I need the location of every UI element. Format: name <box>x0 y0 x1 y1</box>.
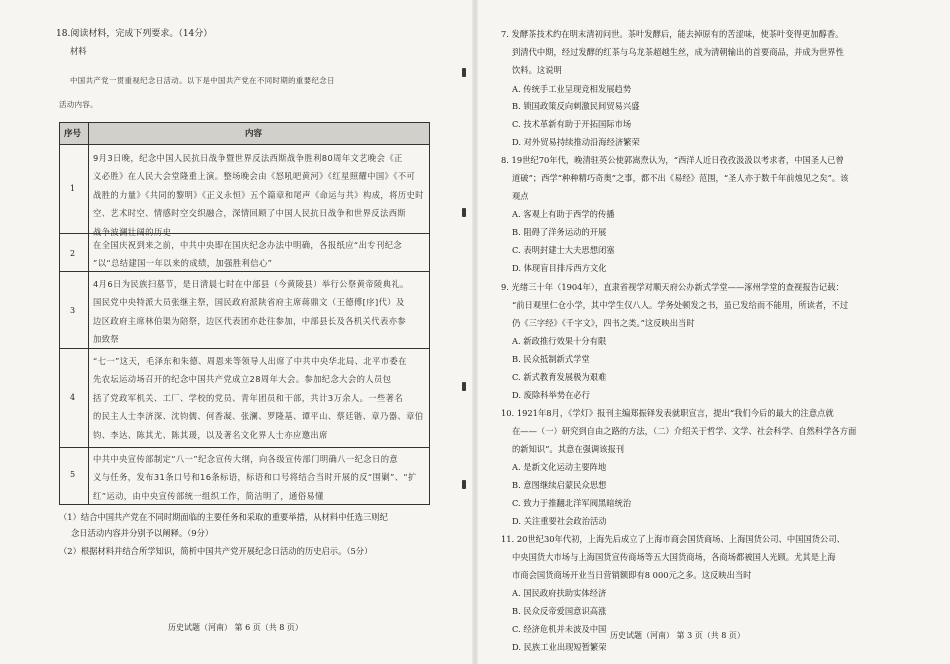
binding-hole <box>462 480 466 489</box>
row-number: 1 <box>70 184 76 193</box>
q18-title: 18.阅读材料，完成下列要求。（14分） <box>56 29 213 39</box>
q10-stem-line2: 在——（一）研究到自由之路的方法，（二）介绍关于哲学、文学、社会科学、自然科学各方面 <box>512 426 857 436</box>
table-row-1-content: 9月3日晚，纪念中国人民抗日战争暨世界反法西斯战争胜利80周年文艺晚会《正 义必胜》在人民大会堂隆重上演。整场晚会由《怒吼吧黄河》《红星照耀中国》《不可 战胜的力量》《共同的黎明》《正义永恒》五个篇章和尾声《命运与共》构成，将历史时 空、艺术时空、情感时空交织融合，深情回顾了中国人民抗日战争和世界反法西斯 战争波澜壮阔的历史 <box>93 153 424 237</box>
row-divider <box>60 447 429 448</box>
q8-stem-line3: 观点 <box>512 191 529 201</box>
q10-option-c: C. 致力于推翻北洋军阀黑暗统治 <box>512 498 632 508</box>
q8-option-c: C. 表明封建士大夫思想闭塞 <box>512 245 615 255</box>
q9-stem-line1: 9. 光绪三十年（1904年），直隶省视学对顺天府公办新式学堂——涿州学堂的查视报告记载： <box>501 282 844 292</box>
q8-stem-line2: 道破”；西学“种种精巧奇奥”之事，都不出《易经》范围，“圣人亦于数千年前烛见之矣”。该 <box>512 173 849 183</box>
q8-option-b: B. 阻碍了洋务运动的开展 <box>512 227 607 237</box>
q10-stem-line3: 的新知识”。其意在强调该报刊 <box>512 444 625 454</box>
row-number: 3 <box>70 306 76 315</box>
q11-stem-line1: 11. 20世纪30年代初，上海先后成立了上海市商会国货商场、上海国货公司、中国国货公司、 <box>501 534 845 544</box>
row-number: 2 <box>70 249 76 258</box>
q9-option-d: D. 废除科举势在必行 <box>512 390 591 400</box>
q9-stem-line2: “前日观里仁仓小学，其中学生仅八人。学务处顿发之书，虽已发给而不能用，所读者，不过 <box>512 300 849 310</box>
table-row-4-content: “七一”这天，毛泽东和朱德、周恩来等领导人出席了中共中央华北局、北平市委在 先农坛运动场召开的纪念中国共产党成立28周年大会。参加纪念大会的人员包 括了党政军机关、工厂、学校的党员、青年团员和干部，共计3万余人。一些著名 的民主人士李济深、沈钧儒、何香凝、张澜、罗隆基、谭平山、蔡廷锴、章乃器、章伯 钧、李达、陈其尤、陈其瑗，以及著名文化界人士亦应邀出席 <box>93 356 424 440</box>
table-row-3-content: 4月6日为民族扫墓节，是日清晨七时在中部县（今黄陵县）举行公祭黄帝陵典礼。 国民党中央特派大员张继主祭，国民政府派陕省府主席蒋鼎文（王德傅[序]代）及 边区政府主席林伯渠为陪祭，边区代表团亦赴往参加，中部县长及各机关代表亦参 加致祭 <box>93 279 409 345</box>
q11-option-b: B. 民众反帝爱国意识高涨 <box>512 606 607 616</box>
left-footer: 历史试题（河南） 第 6 页（共 8 页） <box>168 623 303 632</box>
material-intro-line1: 中国共产党一贯重视纪念日活动。以下是中国共产党在不同时期的重要纪念日 <box>70 76 335 85</box>
row-number: 4 <box>70 393 76 402</box>
q9-stem-line3: 仍《三字经》《千字文》，四书之类。”这反映出当时 <box>512 318 695 328</box>
commemoration-table <box>59 122 430 505</box>
q9-option-c: C. 新式教育发展极为艰难 <box>512 372 607 382</box>
q11-option-a: A. 国民政府扶助实体经济 <box>512 588 607 598</box>
subq1-line2: 念日活动内容并分别予以阐释。（9分） <box>71 528 214 538</box>
q11-stem-line3: 市商会国货商场开业当日营销额即有8 000元之多。这反映出当时 <box>512 570 752 580</box>
q9-option-a: A. 新政推行效果十分有限 <box>512 336 607 346</box>
q10-stem-line1: 10. 1921年8月，《学灯》报刊主编郑振铎发表就职宣言，提出“我们今后的最大的注意点就 <box>501 408 834 418</box>
binding-hole <box>462 208 466 217</box>
row-number: 5 <box>70 470 76 479</box>
header-content: 内容 <box>245 129 263 139</box>
binding-hole <box>462 382 466 391</box>
q10-option-d: D. 关注重要社会政治活动 <box>512 516 607 526</box>
q11-option-d: D. 民族工业出现短暂繁荣 <box>512 642 607 652</box>
material-label: 材料 <box>70 46 87 56</box>
q8-option-d: D. 体现盲目排斥西方文化 <box>512 263 607 273</box>
right-page <box>478 0 950 664</box>
table-header <box>60 123 429 145</box>
material-intro-line2: 活动内容。 <box>59 100 98 109</box>
q7-option-d: D. 对外贸易持续推动沿海经济繁荣 <box>512 137 640 147</box>
q7-option-b: B. 锁国政策反向刺激民间贸易兴盛 <box>512 101 640 111</box>
subq2: （2）根据材料并结合所学知识，简析中国共产党开展纪念日活动的历史启示。（5分） <box>59 546 373 556</box>
q10-option-b: B. 意图继续启蒙民众思想 <box>512 480 607 490</box>
q7-stem-line2: 到清代中期，经过发酵的红茶与乌龙茶超越生丝，成为清朝输出的首要商品，并成为世界性 <box>512 47 844 57</box>
q7-stem-line1: 7. 发酵茶技术约在明末清初问世。茶叶发酵后，能去掉原有的苦涩味，使茶叶变得更加醇香。 <box>501 29 844 39</box>
q9-option-b: B. 民众抵制新式学堂 <box>512 354 590 364</box>
header-seq: 序号 <box>64 129 82 139</box>
q8-option-a: A. 客观上有助于西学的传播 <box>512 209 615 219</box>
table-row-2-content: 在全国庆祝到来之前，中共中央即在国庆纪念办法中明确，各报纸应“出专刊纪念 ”以“总结建国一年以来的成绩，加强胜利信心” <box>93 240 403 269</box>
q10-option-a: A. 是新文化运动主要阵地 <box>512 462 607 472</box>
subq1-line1: （1）结合中国共产党在不同时期面临的主要任务和采取的重要举措，从材料中任选三则纪 <box>59 512 388 522</box>
q8-stem-line1: 8. 19世纪70年代，晚清驻英公使郭嵩焘认为，“西洋人近日孜孜汲汲以考求者，中国圣人已曾 <box>501 155 844 165</box>
q7-option-c: C. 技术革新有助于开拓国际市场 <box>512 119 632 129</box>
q11-stem-line2: 中央国货大市场与上海国货宣传商场等五大国货商场，各商场都被国人光顾。尤其是上海 <box>512 552 836 562</box>
q11-option-c: C. 经济危机并未波及中国 <box>512 624 607 634</box>
q7-stem-line3: 饮料。这说明 <box>512 65 562 75</box>
table-row-5-content: 中共中央宣传部制定“八一”纪念宣传大纲，向各级宣传部门明确八一纪念日的意 义与任务，发布31条口号和16条标语，标语和口号将结合当时开展的反“围剿”、“扩 红”运动，由中央宣传部统一组织工作，简洁明了，通俗易懂 <box>93 454 417 501</box>
right-footer: 历史试题（河南） 第 3 页（共 8 页） <box>610 631 745 640</box>
left-page <box>0 0 472 664</box>
binding-hole <box>462 68 466 77</box>
q7-option-a: A. 传统手工业呈现竞相发展趋势 <box>512 84 632 94</box>
